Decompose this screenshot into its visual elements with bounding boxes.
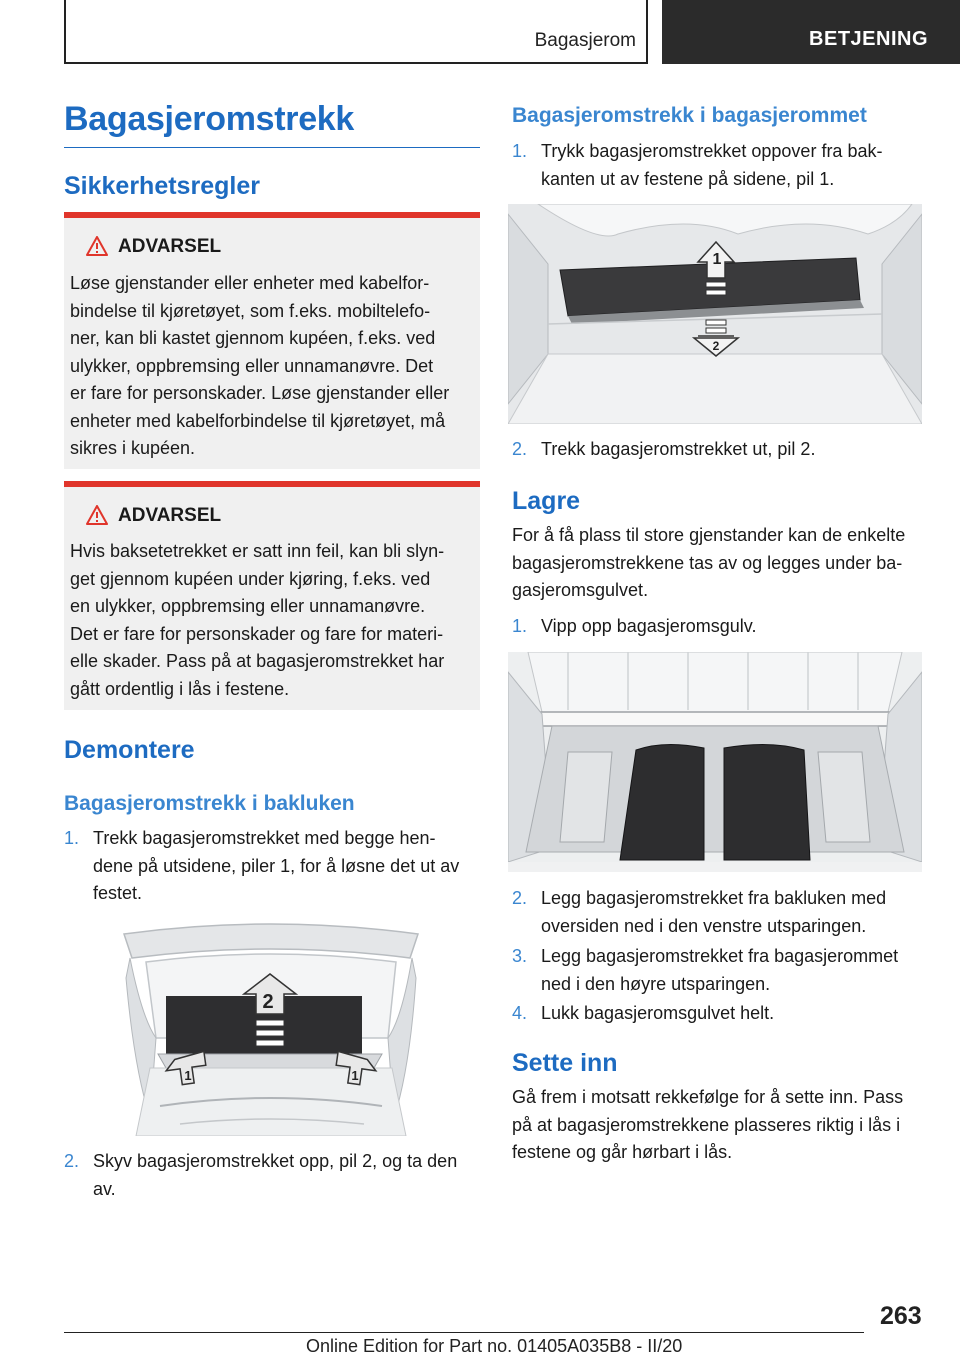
step-number: 2.: [64, 1151, 80, 1171]
warning-bar: [64, 212, 480, 218]
footer-edition: Online Edition for Part no. 01405A035B8 - II/20: [306, 1336, 683, 1356]
trunk-heading: Bagasjeromstrekk i bagasjerommet: [512, 104, 867, 127]
step-item: [64, 825, 484, 908]
figure-label: 2: [262, 991, 274, 1013]
chapter-tab: [662, 0, 960, 64]
figure-label: 2: [712, 339, 720, 353]
step-number: 1.: [64, 828, 80, 848]
text-line: festene og går hørbart i lås.: [512, 1142, 733, 1162]
text-line: Gå frem i motsatt rekkefølge for å sette inn. Pass: [512, 1087, 904, 1107]
text-line: Løse gjenstander eller enheter med kabelfor-: [70, 273, 430, 293]
text-line: gasjeromsgulvet.: [512, 580, 649, 600]
step-number: 4.: [512, 1003, 528, 1023]
text-line: en ulykker, oppbremsing eller unnamanøvre.: [70, 596, 426, 616]
warning-text: [70, 270, 476, 463]
step-text: [541, 138, 932, 193]
step-number: 1.: [512, 141, 528, 161]
store-paragraph: [512, 522, 932, 605]
text-line: Trykk bagasjeromstrekket oppover fra bak-: [541, 141, 883, 161]
step-item: [512, 613, 932, 641]
step-number: 1.: [512, 616, 528, 636]
trunk-cover-figure: [508, 204, 922, 424]
step-item: [512, 885, 932, 940]
step-text: [541, 885, 932, 940]
warning-header: [86, 505, 221, 527]
store-heading: Lagre: [512, 487, 581, 515]
text-line: For å få plass til store gjenstander kan de enkelte: [512, 525, 906, 545]
figure-label: 1: [184, 1068, 192, 1083]
tailgate-heading: Bagasjeromstrekk i bakluken: [64, 792, 355, 815]
text-line: Vipp opp bagasjeromsgulv.: [541, 616, 757, 636]
page-title: Bagasjeromstrekk: [64, 100, 355, 138]
text-line: Trekk bagasjeromstrekket med begge hen-: [93, 828, 436, 848]
text-line: Skyv bagasjeromstrekket opp, pil 2, og ta den: [93, 1151, 458, 1171]
text-line: på at bagasjeromstrekkene plasseres riktig i lås i: [512, 1114, 901, 1135]
warning-label: ADVARSEL: [118, 505, 222, 526]
step-number: 3.: [512, 946, 528, 966]
text-line: sikres i kupéen.: [70, 438, 196, 458]
text-line: festet.: [93, 883, 143, 903]
text-line: ned i den høyre utsparingen.: [541, 973, 771, 994]
install-paragraph: [512, 1084, 932, 1167]
tailgate-cover-figure: [120, 918, 422, 1136]
step-text: [541, 1000, 932, 1028]
step-item: [512, 138, 932, 193]
footer-rule: [64, 1332, 864, 1333]
warning-header: [86, 236, 221, 258]
warning-triangle-icon: [86, 236, 108, 256]
remove-heading: Demontere: [64, 736, 195, 764]
step-text: [541, 613, 932, 641]
step-number: 2.: [512, 439, 528, 459]
warning-label: ADVARSEL: [118, 236, 222, 257]
step-item: [512, 1000, 932, 1028]
text-line: Legg bagasjeromstrekket fra bakluken med: [541, 888, 887, 908]
text-line: get gjennom kupéen under kjøring, f.eks. ved: [70, 568, 431, 589]
text-line: oversiden ned i den venstre utsparingen.: [541, 915, 867, 936]
text-line: Trekk bagasjeromstrekket ut, pil 2.: [541, 439, 816, 459]
text-line: enheter med kabelforbindelse til kjøretøyet, må: [70, 410, 446, 431]
step-text: [541, 943, 932, 998]
text-line: ner, kan bli kastet gjennom kupéen, f.eks. ved: [70, 328, 436, 348]
figure-label: 1: [351, 1068, 359, 1083]
text-line: Lukk bagasjeromsgulvet helt.: [541, 1003, 775, 1023]
step-number: 2.: [512, 888, 528, 908]
figure-label: 1: [712, 251, 722, 268]
text-line: Legg bagasjeromstrekket fra bagasjerommet: [541, 946, 899, 966]
step-item: [64, 1148, 484, 1203]
warning-box-1: [64, 212, 480, 469]
text-line: kanten ut av festene på sidene, pil 1.: [541, 168, 835, 189]
text-line: bindelse til kjøretøyet, som f.eks. mobiltelefo-: [70, 300, 431, 321]
step-item: [512, 943, 932, 998]
text-line: av.: [93, 1178, 116, 1199]
step-item: [512, 436, 932, 464]
tailgate-illustration: [120, 918, 422, 1136]
header-section-title: Bagasjerom: [534, 30, 636, 51]
trunk-illustration: [508, 204, 922, 424]
text-line: Hvis baksetetrekket er satt inn feil, kan bli slyn-: [70, 541, 445, 561]
warning-box-2: [64, 481, 480, 710]
chapter-tab-label: BETJENING: [809, 28, 928, 50]
warning-text: [70, 538, 476, 703]
step-text: [93, 825, 484, 908]
warning-bar: [64, 481, 480, 487]
floor-storage-figure: [508, 652, 922, 872]
text-line: dene på utsidene, piler 1, for å løsne det ut av: [93, 855, 460, 876]
text-line: Det er fare for personskader og fare for materi-: [70, 623, 444, 644]
text-line: bagasjeromstrekkene tas av og legges under ba-: [512, 552, 903, 573]
text-line: gått ordentlig i lås i festene.: [70, 678, 290, 699]
text-line: elle skader. Pass på at bagasjeromstrekket har: [70, 651, 445, 671]
safety-heading: Sikkerhetsregler: [64, 172, 260, 200]
warning-triangle-icon: [86, 505, 108, 525]
install-heading: Sette inn: [512, 1049, 618, 1077]
text-line: ulykker, oppbremsing eller unnamanøvre. Det: [70, 355, 434, 376]
step-text: [541, 436, 932, 464]
title-rule: [64, 147, 480, 148]
text-line: er fare for personskader. Løse gjenstander eller: [70, 383, 450, 403]
page-number: 263: [880, 1302, 922, 1330]
step-text: [93, 1148, 484, 1203]
floor-illustration: [508, 652, 922, 872]
